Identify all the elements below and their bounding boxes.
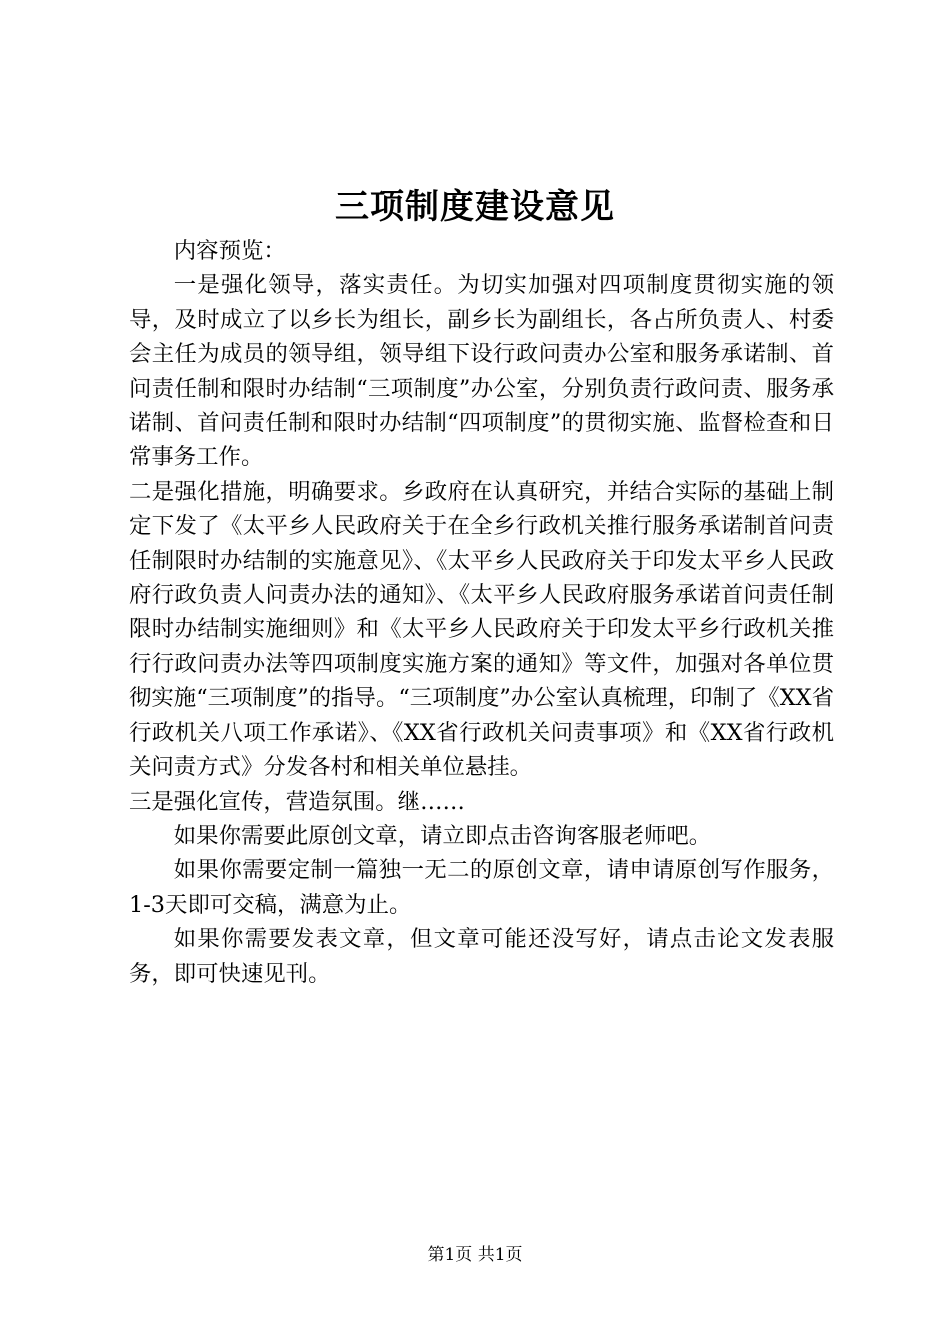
document-title: 三项制度建设意见 [335,187,615,227]
paragraph-measures: 二是强化措施，明确要求。乡政府在认真研究，并结合实际的基础上制定下发了《太平乡人民政府关于在全乡行政机关推行服务承诺制首问责任制限时办结制的实施意见》、《太平乡人民政府关于印发太平乡人民政府行政负责人问责办法的通知》、《太平乡人民政府服务承诺首问责任制限时办结制实施细则》和《太平乡人民政府关于印发太平乡行政机关推行行政问责办法等四项制度实施方案的通知》等文件，加强对各单位贯彻实施“三项制度”的指导。“三项制度”办公室认真梳理，印制了《XX省行政机关八项工作承诺》、《XX省行政机关问责事项》和《XX省行政机关问责方式》分发各村和相关单位悬挂。 [129,478,834,781]
paragraph-custom-writing: 如果你需要定制一篇独一无二的原创文章，请申请原创写作服务，1-3天即可交稿，满意为止。 [129,857,834,918]
paragraph-publicity: 三是强化宣传，营造氛围。继…… [129,788,465,815]
paragraph-leadership: 一是强化领导，落实责任。为切实加强对四项制度贯彻实施的领导，及时成立了以乡长为组长，副乡长为副组长，各占所负责人、村委会主任为成员的领导组，领导组下设行政问责办公室和服务承诺制、首问责任制和限时办结制“三项制度”办公室，分别负责行政问责、服务承诺制、首问责任制和限时办结制“四项制度”的贯彻实施、监督检查和日常事务工作。 [129,272,834,471]
preview-label: 内容预览： [173,238,286,264]
paragraph-consult-service: 如果你需要此原创文章，请立即点击咨询客服老师吧。 [173,822,712,849]
document-body [129,234,834,991]
page-number: 第1页 共1页 [427,1245,523,1265]
paragraph-publishing-service: 如果你需要发表文章，但文章可能还没写好，请点击论文发表服务，即可快速见刊。 [129,926,834,987]
